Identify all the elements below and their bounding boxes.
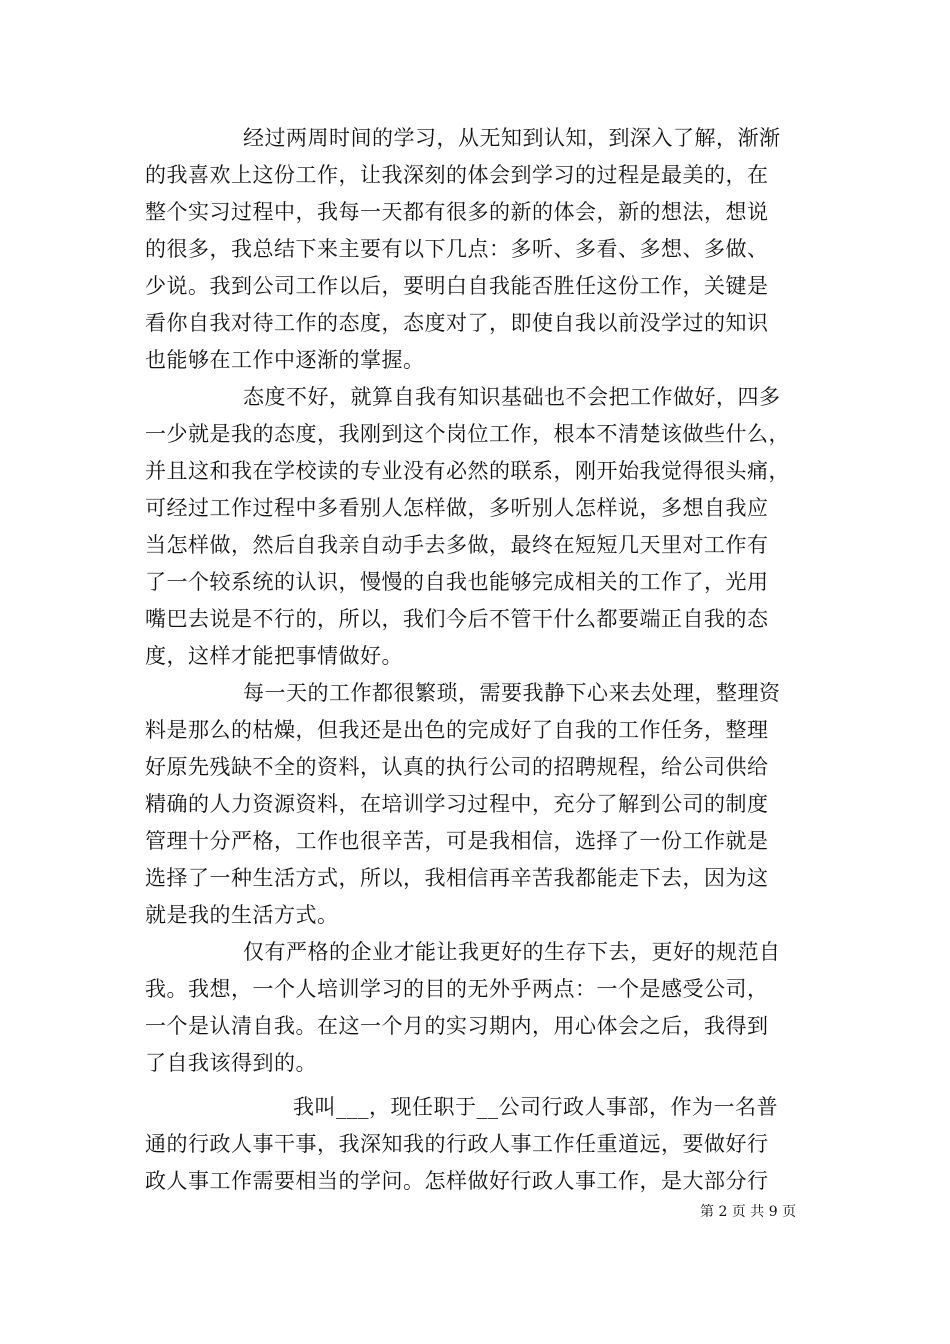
text-line: 可经过工作过程中多看别人怎样做，多听别人怎样说，多想自我应 bbox=[145, 496, 769, 520]
text-line: 精确的人力资源资料，在培训学习过程中，充分了解到公司的制度 bbox=[145, 792, 769, 816]
text-line: 一少就是我的态度，我刚到这个岗位工作，根本不清楚该做些什么， bbox=[145, 422, 790, 446]
text-line: 态度不好，就算自我有知识基础也不会把工作做好，四多 bbox=[243, 385, 781, 409]
page-footer: 第 2 页 共 9 页 bbox=[700, 1204, 797, 1220]
text-line: 政人事工作需要相当的学问。怎样做好行政人事工作，是大部分行 bbox=[145, 1169, 769, 1193]
text-line: 的我喜欢上这份工作，让我深刻的体会到学习的过程是最美的，在 bbox=[145, 163, 769, 187]
text-line: 了一个较系统的认识，慢慢的自我也能够完成相关的工作了，光用 bbox=[145, 570, 769, 594]
text-line: 度，这样才能把事情做好。 bbox=[145, 644, 403, 668]
text-line: 并且这和我在学校读的专业没有必然的联系，刚开始我觉得很头痛， bbox=[145, 459, 790, 483]
text-line: 嘴巴去说是不行的，所以，我们今后不管干什么都要端正自我的态 bbox=[145, 607, 769, 631]
text-line: 选择了一种生活方式，所以，我相信再辛苦我都能走下去，因为这 bbox=[145, 866, 769, 890]
text-line: 当怎样做，然后自我亲自动手去多做，最终在短短几天里对工作有 bbox=[145, 533, 769, 557]
text-line: 好原先残缺不全的资料，认真的执行公司的招聘规程，给公司供给 bbox=[145, 755, 769, 779]
text-line: 看你自我对待工作的态度，态度对了，即使自我以前没学过的知识 bbox=[145, 311, 769, 335]
text-line: 管理十分严格，工作也很辛苦，可是我相信，选择了一份工作就是 bbox=[145, 829, 769, 853]
text-line: 仅有严格的企业才能让我更好的生存下去，更好的规范自 bbox=[243, 940, 781, 964]
text-line: 经过两周时间的学习，从无知到认知，到深入了解，渐渐 bbox=[243, 126, 781, 150]
text-line: 我叫___，现任职于__公司行政人事部，作为一名普 bbox=[293, 1095, 778, 1119]
text-line: 少说。我到公司工作以后，要明白自我能否胜任这份工作，关键是 bbox=[145, 274, 769, 298]
text-line: 每一天的工作都很繁琐，需要我静下心来去处理，整理资 bbox=[243, 681, 781, 705]
text-line: 了自我该得到的。 bbox=[145, 1051, 317, 1075]
text-line: 通的行政人事干事，我深知我的行政人事工作任重道远，要做好行 bbox=[145, 1132, 769, 1156]
text-line: 也能够在工作中逐渐的掌握。 bbox=[145, 348, 425, 372]
text-line: 料是那么的枯燥，但我还是出色的完成好了自我的工作任务，整理 bbox=[145, 718, 769, 742]
text-line: 我。我想，一个人培训学习的目的无外乎两点：一个是感受公司， bbox=[145, 977, 769, 1001]
text-line: 整个实习过程中，我每一天都有很多的新的体会，新的想法，想说 bbox=[145, 200, 769, 224]
text-line: 一个是认清自我。在这一个月的实习期内，用心体会之后，我得到 bbox=[145, 1014, 769, 1038]
text-line: 就是我的生活方式。 bbox=[145, 903, 339, 927]
text-line: 的很多，我总结下来主要有以下几点：多听、多看、多想、多做、 bbox=[145, 237, 769, 261]
